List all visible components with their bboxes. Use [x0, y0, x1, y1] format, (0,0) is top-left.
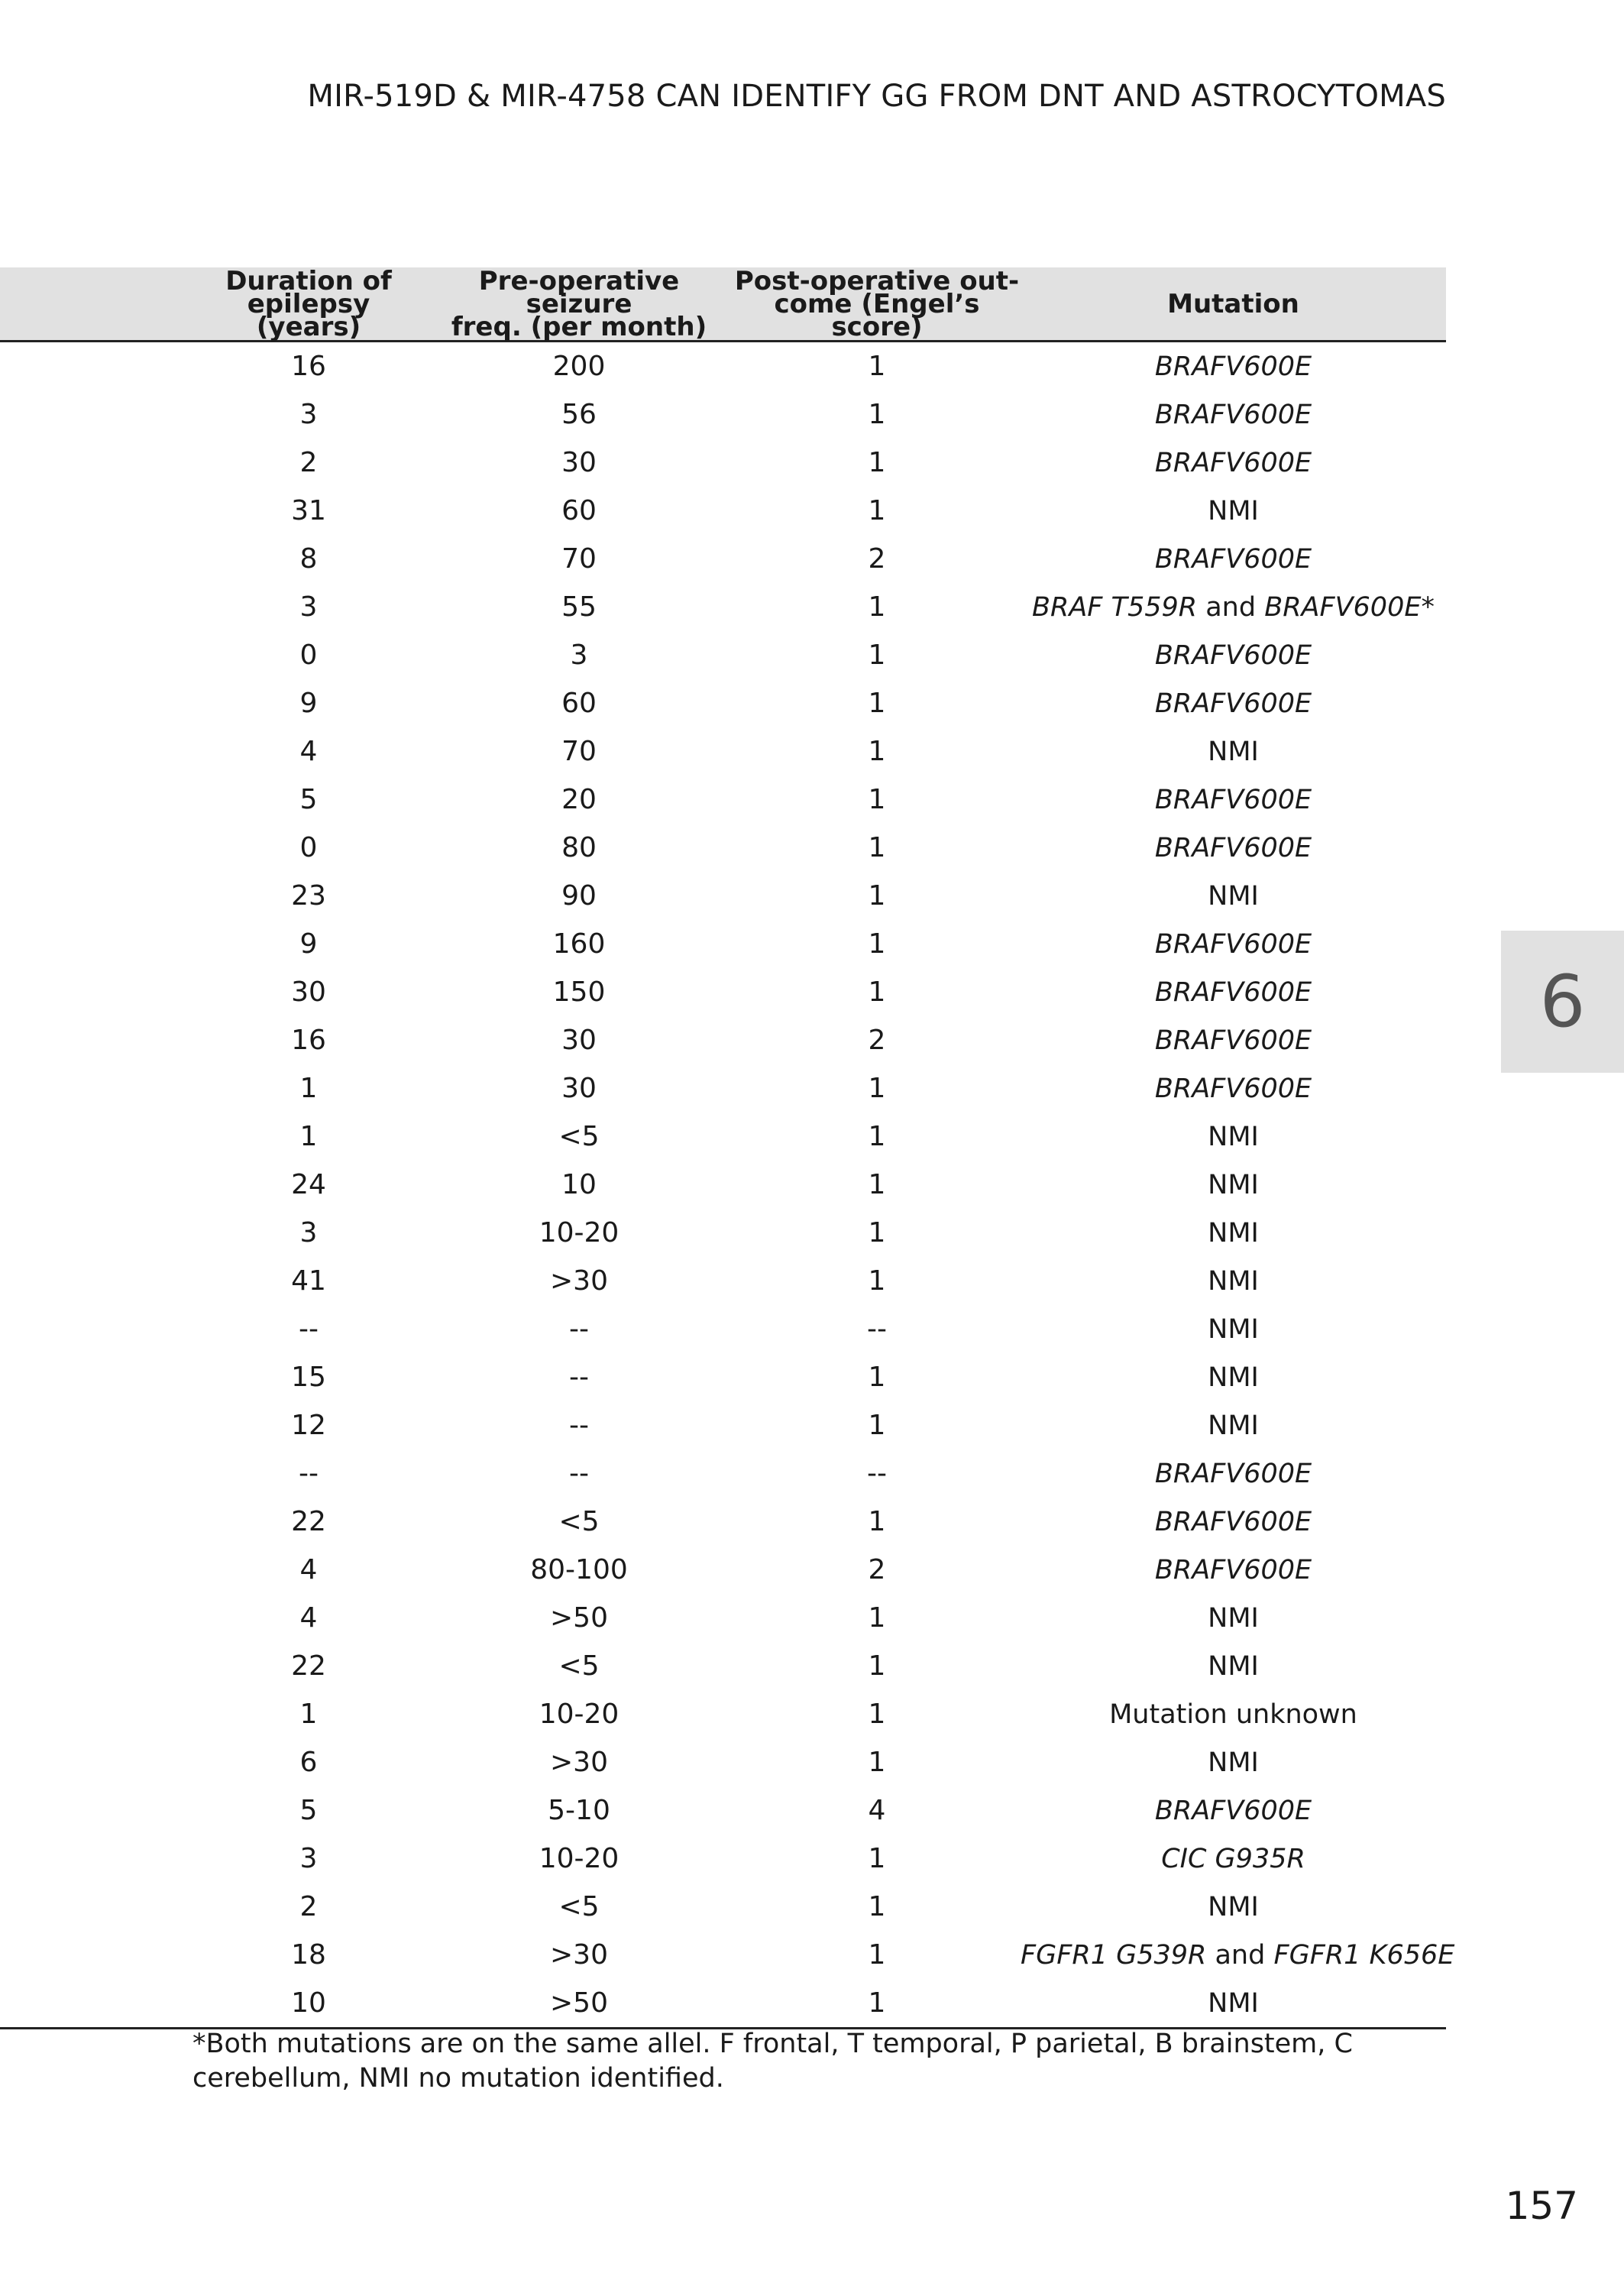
seizure-freq-cell: 160 — [552, 928, 606, 960]
seizure-freq-cell: 80 — [561, 832, 597, 863]
header-engel-score: Post-operative out- come (Engel’s score) — [734, 265, 1020, 342]
row-spacer — [0, 1738, 192, 1786]
mutation-text: BRAFV600E — [1154, 1025, 1312, 1056]
row-spacer — [0, 583, 192, 631]
mutation-cell — [1021, 920, 1446, 968]
duration-cell: 24 — [291, 1169, 326, 1200]
table-row — [0, 390, 1446, 439]
engel-score-cell: 1 — [868, 1217, 886, 1249]
seizure-freq-cell: 70 — [561, 543, 597, 575]
table-row — [0, 342, 1446, 391]
mutation-cell — [1021, 679, 1446, 727]
mutation-text: NMI — [1208, 1987, 1259, 2019]
mutation-text: BRAFV600E — [1154, 1073, 1312, 1104]
engel-score-cell: 1 — [868, 832, 886, 863]
seizure-freq-cell: 20 — [561, 784, 597, 815]
engel-score-cell: 1 — [868, 1891, 886, 1922]
engel-score-cell: 1 — [868, 1650, 886, 1682]
mutation-cell — [1021, 1738, 1446, 1786]
table-row — [0, 487, 1446, 535]
engel-score-cell: 1 — [868, 1699, 886, 1730]
mutation-cell — [1021, 776, 1446, 824]
seizure-freq-cell: 200 — [552, 351, 606, 382]
table-row — [0, 1257, 1446, 1305]
seizure-freq-cell: <5 — [558, 1506, 600, 1537]
engel-score-cell: -- — [867, 1313, 887, 1345]
row-spacer — [0, 1305, 192, 1353]
engel-score-cell: 1 — [868, 928, 886, 960]
mutation-cell — [1021, 631, 1446, 679]
table-body — [0, 342, 1455, 2029]
table-row — [0, 1979, 1446, 2029]
duration-cell: 4 — [299, 1554, 318, 1585]
mutation-text: NMI — [1208, 1410, 1259, 1441]
seizure-freq-cell: 10 — [561, 1169, 597, 1200]
mutation-text: BRAFV600E — [1154, 1554, 1312, 1585]
engel-score-cell: 1 — [868, 688, 886, 719]
mutation-cell — [1021, 1546, 1446, 1594]
row-spacer — [0, 1016, 192, 1064]
row-spacer — [0, 1257, 192, 1305]
engel-score-cell: 4 — [868, 1795, 886, 1826]
mutation-cell — [1021, 1835, 1446, 1883]
mutation-text: NMI — [1208, 495, 1259, 526]
duration-cell: 16 — [291, 351, 326, 382]
duration-cell: 3 — [299, 1217, 318, 1249]
engel-score-cell: 1 — [868, 880, 886, 912]
mutation-text: and — [1206, 1939, 1274, 1971]
row-spacer — [0, 1353, 192, 1401]
engel-score-cell: 1 — [868, 1843, 886, 1874]
table-row — [0, 1498, 1446, 1546]
duration-cell: 31 — [291, 495, 326, 526]
seizure-freq-cell: 56 — [561, 399, 597, 430]
engel-score-cell: 1 — [868, 640, 886, 671]
row-spacer — [0, 1931, 192, 1979]
mutation-cell — [1021, 1690, 1446, 1738]
seizure-freq-cell: 5-10 — [548, 1795, 610, 1826]
seizure-freq-cell: -- — [569, 1362, 589, 1393]
mutation-text: FGFR1 G539R — [1021, 1939, 1207, 1971]
row-spacer — [0, 1498, 192, 1546]
engel-score-cell: -- — [867, 1458, 887, 1489]
duration-cell: 2 — [299, 1891, 318, 1922]
engel-score-cell: 1 — [868, 1265, 886, 1297]
row-spacer — [0, 1449, 192, 1498]
table-row — [0, 824, 1446, 872]
row-spacer — [0, 1690, 192, 1738]
duration-cell: 5 — [299, 784, 318, 815]
mutation-text: NMI — [1208, 736, 1259, 767]
seizure-freq-cell: 80-100 — [530, 1554, 628, 1585]
mutation-text: BRAFV600E — [1154, 399, 1312, 430]
table-row — [0, 679, 1446, 727]
mutation-cell — [1021, 1979, 1446, 2029]
duration-cell: 10 — [192, 1979, 425, 2029]
duration-cell: 30 — [291, 976, 326, 1008]
seizure-freq-cell: 70 — [561, 736, 597, 767]
page-number: 157 — [1505, 2184, 1578, 2228]
seizure-freq-cell: >30 — [550, 1939, 608, 1971]
engel-score-cell: 1 — [868, 1121, 886, 1152]
mutation-cell — [1021, 1594, 1446, 1642]
row-spacer — [0, 1401, 192, 1449]
seizure-freq-cell: >30 — [550, 1265, 608, 1297]
seizure-freq-cell: -- — [569, 1313, 589, 1345]
table-row — [0, 1835, 1446, 1883]
engel-score-cell: 1 — [868, 399, 886, 430]
row-spacer — [0, 1642, 192, 1690]
mutation-text: NMI — [1208, 1891, 1259, 1922]
table-footnote: *Both mutations are on the same allel. F frontal, T temporal, P parietal, B brainstem, C cerebellum, NMI no mutation identified. — [192, 2029, 1353, 2094]
mutation-cell — [1021, 1401, 1446, 1449]
seizure-freq-cell: 150 — [552, 976, 606, 1008]
duration-cell: 8 — [299, 543, 318, 575]
mutation-text: BRAF T559R — [1032, 591, 1198, 623]
table-row — [0, 727, 1446, 776]
table-row — [0, 1305, 1446, 1353]
seizure-freq-cell: <5 — [558, 1121, 600, 1152]
table-row — [0, 776, 1446, 824]
mutation-text: Mutation unknown — [1109, 1699, 1357, 1730]
duration-cell: -- — [299, 1313, 319, 1345]
engel-score-cell: 1 — [868, 1410, 886, 1441]
mutation-cell — [1021, 342, 1446, 391]
mutation-text: BRAFV600E — [1154, 351, 1312, 382]
mutation-cell — [1021, 439, 1446, 487]
table-row — [0, 920, 1446, 968]
engel-score-cell: 1 — [733, 1979, 1021, 2029]
table-row — [0, 1209, 1446, 1257]
engel-score-cell: 1 — [868, 495, 886, 526]
mutation-cell — [1021, 968, 1446, 1016]
mutation-text: NMI — [1208, 1169, 1259, 1200]
mutation-text: NMI — [1208, 1265, 1259, 1297]
row-spacer — [0, 1112, 192, 1161]
table-row — [0, 631, 1446, 679]
engel-score-cell: 1 — [868, 447, 886, 478]
row-spacer — [0, 1786, 192, 1835]
row-spacer — [0, 390, 192, 439]
table-container — [0, 265, 1455, 2029]
table-header-row — [0, 267, 1446, 342]
engel-score-cell: 1 — [868, 784, 886, 815]
row-spacer — [0, 727, 192, 776]
table-row — [0, 1546, 1446, 1594]
seizure-freq-cell: -- — [569, 1458, 589, 1489]
row-spacer — [0, 535, 192, 583]
row-spacer — [0, 439, 192, 487]
header-duration: Duration of epilepsy (years) — [192, 267, 425, 342]
engel-score-cell: 1 — [868, 351, 886, 382]
table-row — [0, 583, 1446, 631]
duration-cell: 22 — [291, 1650, 326, 1682]
duration-cell: 16 — [291, 1025, 326, 1056]
mutation-cell — [1021, 727, 1446, 776]
mutation-cell — [1021, 1883, 1446, 1931]
mutation-text: NMI — [1208, 1217, 1259, 1249]
mutation-text: FGFR1 K656E — [1273, 1939, 1455, 1971]
mutation-cell — [1021, 487, 1446, 535]
duration-cell: 15 — [291, 1362, 326, 1393]
row-spacer — [0, 920, 192, 968]
duration-cell: 0 — [299, 640, 318, 671]
mutation-text: NMI — [1208, 1313, 1259, 1345]
mutation-cell — [1021, 583, 1446, 631]
seizure-freq-cell: >50 — [425, 1979, 733, 2029]
engel-score-cell: 1 — [868, 1939, 886, 1971]
duration-cell: 1 — [299, 1121, 318, 1152]
table-row — [0, 1064, 1446, 1112]
row-spacer — [0, 1209, 192, 1257]
mutation-cell — [1021, 1305, 1446, 1353]
engel-score-cell: 1 — [868, 1362, 886, 1393]
row-spacer — [0, 1064, 192, 1112]
table-row — [0, 1594, 1446, 1642]
engel-score-cell: 2 — [868, 1554, 886, 1585]
table-row — [0, 1642, 1446, 1690]
engel-score-cell: 1 — [868, 736, 886, 767]
engel-score-cell: 1 — [868, 591, 886, 623]
seizure-freq-cell: 90 — [561, 880, 597, 912]
row-spacer — [0, 872, 192, 920]
mutation-text: BRAFV600E — [1154, 928, 1312, 960]
mutation-cell — [1021, 1786, 1446, 1835]
mutation-cell — [1021, 1642, 1446, 1690]
header-seizure-freq: Pre-operative seizure freq. (per month) — [425, 267, 733, 342]
table-row — [0, 535, 1446, 583]
mutation-cell — [1021, 1449, 1446, 1498]
mutation-text: and — [1197, 591, 1265, 623]
duration-cell: 2 — [299, 447, 318, 478]
duration-cell: 4 — [299, 736, 318, 767]
seizure-freq-cell: <5 — [558, 1650, 600, 1682]
seizure-freq-cell: 10-20 — [539, 1217, 620, 1249]
header-mutation: Mutation — [1021, 267, 1446, 342]
mutation-cell — [1021, 535, 1446, 583]
mutation-cell — [1021, 824, 1446, 872]
table-row — [0, 1112, 1446, 1161]
mutation-text: NMI — [1208, 880, 1259, 912]
header-spacer — [0, 267, 192, 342]
duration-cell: -- — [299, 1458, 319, 1489]
mutation-cell — [1021, 1498, 1446, 1546]
table-header — [0, 267, 1446, 342]
seizure-freq-cell: 10-20 — [539, 1699, 620, 1730]
seizure-freq-cell: 30 — [561, 1025, 597, 1056]
patient-table — [0, 265, 1455, 2029]
table-row — [0, 1401, 1446, 1449]
row-spacer — [0, 1979, 192, 2029]
table-row — [0, 1883, 1446, 1931]
mutation-text: BRAFV600E — [1154, 784, 1312, 815]
table-row — [0, 968, 1446, 1016]
row-spacer — [0, 631, 192, 679]
mutation-cell — [1021, 872, 1446, 920]
duration-cell: 0 — [299, 832, 318, 863]
engel-score-cell: 1 — [868, 976, 886, 1008]
engel-score-cell: 1 — [868, 1747, 886, 1778]
table-row — [0, 1016, 1446, 1064]
row-spacer — [0, 342, 192, 391]
row-spacer — [0, 1161, 192, 1209]
duration-cell: 12 — [291, 1410, 326, 1441]
table-row — [0, 1738, 1446, 1786]
duration-cell: 3 — [299, 591, 318, 623]
mutation-text: BRAFV600E — [1154, 688, 1312, 719]
mutation-cell — [1021, 1209, 1446, 1257]
row-spacer — [0, 487, 192, 535]
row-spacer — [0, 1594, 192, 1642]
engel-score-cell: 1 — [868, 1602, 886, 1634]
row-spacer — [0, 1883, 192, 1931]
mutation-text: NMI — [1208, 1650, 1259, 1682]
mutation-cell — [1021, 1112, 1446, 1161]
mutation-text: BRAFV600E — [1154, 640, 1312, 671]
duration-cell: 6 — [299, 1747, 318, 1778]
row-spacer — [0, 776, 192, 824]
mutation-text: BRAFV600E — [1154, 543, 1312, 575]
mutation-text: BRAFV600E — [1154, 447, 1312, 478]
table-row — [0, 1690, 1446, 1738]
table-row — [0, 1931, 1446, 1979]
row-spacer — [0, 679, 192, 727]
chapter-tab: 6 — [1501, 931, 1624, 1073]
seizure-freq-cell: <5 — [558, 1891, 600, 1922]
duration-cell: 4 — [299, 1602, 318, 1634]
seizure-freq-cell: 30 — [561, 1073, 597, 1104]
seizure-freq-cell: 60 — [561, 495, 597, 526]
duration-cell: 1 — [299, 1073, 318, 1104]
table-row — [0, 439, 1446, 487]
table-row — [0, 1449, 1446, 1498]
seizure-freq-cell: 30 — [561, 447, 597, 478]
seizure-freq-cell: 55 — [561, 591, 597, 623]
duration-cell: 3 — [299, 1843, 318, 1874]
mutation-text: NMI — [1208, 1602, 1259, 1634]
mutation-text: NMI — [1208, 1747, 1259, 1778]
running-head: MIR-519D & MIR-4758 CAN IDENTIFY GG FROM DNT AND ASTROCYTOMAS — [307, 79, 1446, 114]
duration-cell: 9 — [299, 928, 318, 960]
mutation-cell — [1021, 1353, 1446, 1401]
table-row — [0, 1353, 1446, 1401]
seizure-freq-cell: 60 — [561, 688, 597, 719]
row-spacer — [0, 968, 192, 1016]
mutation-text: NMI — [1208, 1121, 1259, 1152]
mutation-cell — [1021, 1931, 1455, 1979]
mutation-text: CIC G935R — [1161, 1843, 1305, 1874]
mutation-text: NMI — [1208, 1362, 1259, 1393]
engel-score-cell: 2 — [868, 1025, 886, 1056]
table-row — [0, 1786, 1446, 1835]
mutation-text: BRAFV600E — [1154, 1506, 1312, 1537]
mutation-cell — [1021, 1016, 1446, 1064]
table-row — [0, 1161, 1446, 1209]
engel-score-cell: 1 — [868, 1506, 886, 1537]
row-spacer — [0, 1835, 192, 1883]
mutation-text: BRAFV600E — [1154, 1458, 1312, 1489]
mutation-text: BRAFV600E — [1154, 1795, 1312, 1826]
mutation-cell — [1021, 1064, 1446, 1112]
seizure-freq-cell: >50 — [550, 1602, 608, 1634]
engel-score-cell: 2 — [868, 543, 886, 575]
duration-cell: 41 — [291, 1265, 326, 1297]
duration-cell: 3 — [299, 399, 318, 430]
row-spacer — [0, 1546, 192, 1594]
mutation-text: BRAFV600E* — [1264, 591, 1435, 623]
engel-score-cell: 1 — [868, 1169, 886, 1200]
duration-cell: 22 — [291, 1506, 326, 1537]
engel-score-cell: 1 — [868, 1073, 886, 1104]
duration-cell: 23 — [291, 880, 326, 912]
mutation-cell — [1021, 1257, 1446, 1305]
duration-cell: 1 — [299, 1699, 318, 1730]
seizure-freq-cell: -- — [569, 1410, 589, 1441]
duration-cell: 5 — [299, 1795, 318, 1826]
mutation-text: BRAFV600E — [1154, 832, 1312, 863]
mutation-cell — [1021, 1161, 1446, 1209]
seizure-freq-cell: 10-20 — [539, 1843, 620, 1874]
mutation-cell — [1021, 390, 1446, 439]
duration-cell: 9 — [299, 688, 318, 719]
table-row — [0, 872, 1446, 920]
mutation-text: BRAFV600E — [1154, 976, 1312, 1008]
duration-cell: 18 — [291, 1939, 326, 1971]
seizure-freq-cell: 3 — [570, 640, 588, 671]
seizure-freq-cell: >30 — [550, 1747, 608, 1778]
row-spacer — [0, 824, 192, 872]
